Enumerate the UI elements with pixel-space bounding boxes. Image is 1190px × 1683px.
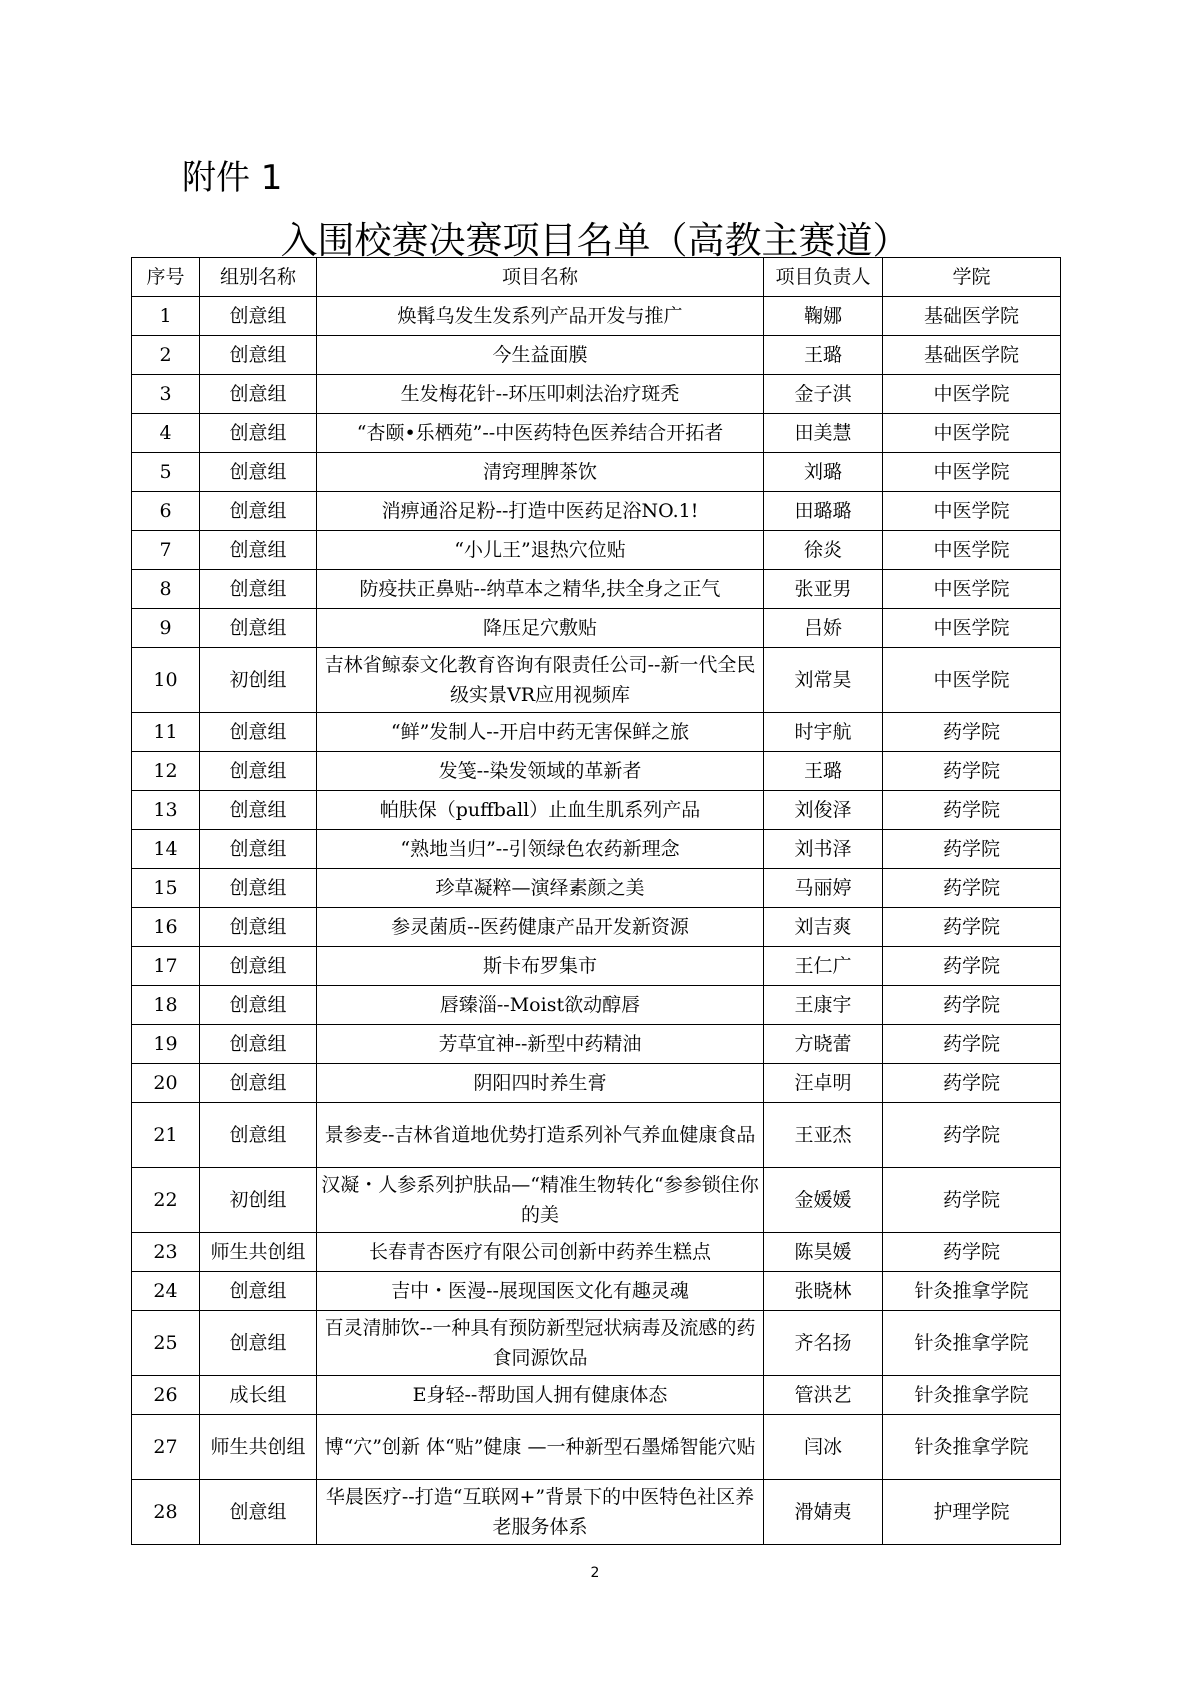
cell-index: 4 bbox=[132, 414, 200, 453]
cell-index: 18 bbox=[132, 986, 200, 1025]
cell-group: 创意组 bbox=[200, 713, 317, 752]
cell-college: 基础医学院 bbox=[883, 336, 1061, 375]
cell-group: 创意组 bbox=[200, 752, 317, 791]
table-row bbox=[132, 648, 1061, 713]
table-row bbox=[132, 1415, 1061, 1480]
cell-project-name: 发笺--染发领域的革新者 bbox=[317, 752, 764, 791]
cell-group: 创意组 bbox=[200, 570, 317, 609]
table-row bbox=[132, 908, 1061, 947]
table-row bbox=[132, 869, 1061, 908]
table-row bbox=[132, 375, 1061, 414]
cell-leader: 时宇航 bbox=[764, 713, 883, 752]
cell-index: 11 bbox=[132, 713, 200, 752]
cell-index: 21 bbox=[132, 1103, 200, 1168]
cell-group: 创意组 bbox=[200, 947, 317, 986]
cell-leader: 齐名扬 bbox=[764, 1311, 883, 1376]
cell-group: 创意组 bbox=[200, 453, 317, 492]
cell-group: 创意组 bbox=[200, 1311, 317, 1376]
cell-college: 药学院 bbox=[883, 713, 1061, 752]
cell-college: 药学院 bbox=[883, 1168, 1061, 1233]
cell-project-name: “鲜”发制人--开启中药无害保鲜之旅 bbox=[317, 713, 764, 752]
cell-group: 初创组 bbox=[200, 1168, 317, 1233]
table-row bbox=[132, 609, 1061, 648]
table-row bbox=[132, 492, 1061, 531]
cell-leader: 王亚杰 bbox=[764, 1103, 883, 1168]
cell-project-name: 珍草凝粹—演绎素颜之美 bbox=[317, 869, 764, 908]
cell-college: 针灸推拿学院 bbox=[883, 1311, 1061, 1376]
table-header-row bbox=[132, 258, 1061, 297]
cell-index: 8 bbox=[132, 570, 200, 609]
cell-college: 中医学院 bbox=[883, 570, 1061, 609]
cell-index: 23 bbox=[132, 1233, 200, 1272]
cell-project-name: 生发梅花针--环压叩刺法治疗斑秃 bbox=[317, 375, 764, 414]
cell-leader: 徐炎 bbox=[764, 531, 883, 570]
cell-leader: 刘常昊 bbox=[764, 648, 883, 713]
cell-project-name: 吉林省鲸泰文化教育咨询有限责任公司--新一代全民级实景VR应用视频库 bbox=[317, 648, 764, 713]
table-row bbox=[132, 1233, 1061, 1272]
cell-group: 创意组 bbox=[200, 1480, 317, 1545]
cell-college: 针灸推拿学院 bbox=[883, 1272, 1061, 1311]
cell-college: 护理学院 bbox=[883, 1480, 1061, 1545]
cell-project-name: 博“穴”创新 体“贴”健康 —一种新型石墨烯智能穴贴 bbox=[317, 1415, 764, 1480]
cell-leader: 王仁广 bbox=[764, 947, 883, 986]
attachment-label: 附件 1 bbox=[182, 158, 283, 198]
table-row bbox=[132, 1025, 1061, 1064]
cell-leader: 田美慧 bbox=[764, 414, 883, 453]
cell-group: 创意组 bbox=[200, 609, 317, 648]
cell-group: 创意组 bbox=[200, 908, 317, 947]
cell-college: 中医学院 bbox=[883, 414, 1061, 453]
cell-index: 3 bbox=[132, 375, 200, 414]
cell-leader: 张晓林 bbox=[764, 1272, 883, 1311]
cell-index: 15 bbox=[132, 869, 200, 908]
cell-leader: 汪卓明 bbox=[764, 1064, 883, 1103]
cell-leader: 金子淇 bbox=[764, 375, 883, 414]
cell-project-name: 今生益面膜 bbox=[317, 336, 764, 375]
page-title: 入围校赛决赛项目名单（高教主赛道） bbox=[280, 219, 910, 262]
cell-group: 创意组 bbox=[200, 1272, 317, 1311]
cell-index: 14 bbox=[132, 830, 200, 869]
cell-leader: 王璐 bbox=[764, 336, 883, 375]
cell-group: 创意组 bbox=[200, 414, 317, 453]
cell-college: 中医学院 bbox=[883, 609, 1061, 648]
cell-leader: 闫冰 bbox=[764, 1415, 883, 1480]
cell-project-name: 汉凝・人参系列护肤品—“精准生物转化“参参锁住你的美 bbox=[317, 1168, 764, 1233]
table-row bbox=[132, 414, 1061, 453]
cell-project-name: 华晨医疗--打造“互联网+”背景下的中医特色社区养老服务体系 bbox=[317, 1480, 764, 1545]
cell-group: 初创组 bbox=[200, 648, 317, 713]
cell-group: 创意组 bbox=[200, 297, 317, 336]
cell-project-name: 百灵清肺饮--一种具有预防新型冠状病毒及流感的药食同源饮品 bbox=[317, 1311, 764, 1376]
header-leader: 项目负责人 bbox=[764, 258, 883, 297]
cell-college: 药学院 bbox=[883, 830, 1061, 869]
cell-index: 9 bbox=[132, 609, 200, 648]
cell-index: 13 bbox=[132, 791, 200, 830]
cell-project-name: “熟地当归”--引领绿色农药新理念 bbox=[317, 830, 764, 869]
cell-leader: 王康宇 bbox=[764, 986, 883, 1025]
cell-project-name: 帕肤保（puffball）止血生肌系列产品 bbox=[317, 791, 764, 830]
cell-leader: 刘吉爽 bbox=[764, 908, 883, 947]
cell-project-name: 吉中・医漫--展现国医文化有趣灵魂 bbox=[317, 1272, 764, 1311]
cell-group: 创意组 bbox=[200, 986, 317, 1025]
cell-project-name: 参灵菌质--医药健康产品开发新资源 bbox=[317, 908, 764, 947]
cell-project-name: E身轻--帮助国人拥有健康体态 bbox=[317, 1376, 764, 1415]
cell-index: 24 bbox=[132, 1272, 200, 1311]
table-row bbox=[132, 297, 1061, 336]
cell-leader: 陈昊媛 bbox=[764, 1233, 883, 1272]
table-row bbox=[132, 752, 1061, 791]
cell-leader: 王璐 bbox=[764, 752, 883, 791]
table-row bbox=[132, 986, 1061, 1025]
cell-project-name: “小儿王”退热穴位贴 bbox=[317, 531, 764, 570]
cell-leader: 马丽婷 bbox=[764, 869, 883, 908]
cell-project-name: 降压足穴敷贴 bbox=[317, 609, 764, 648]
cell-college: 中医学院 bbox=[883, 453, 1061, 492]
page-number: 2 bbox=[590, 1565, 600, 1581]
table-row bbox=[132, 453, 1061, 492]
table-row bbox=[132, 791, 1061, 830]
cell-group: 师生共创组 bbox=[200, 1233, 317, 1272]
cell-leader: 张亚男 bbox=[764, 570, 883, 609]
cell-group: 创意组 bbox=[200, 869, 317, 908]
cell-leader: 滑婧夷 bbox=[764, 1480, 883, 1545]
cell-index: 27 bbox=[132, 1415, 200, 1480]
cell-group: 师生共创组 bbox=[200, 1415, 317, 1480]
cell-college: 中医学院 bbox=[883, 492, 1061, 531]
cell-college: 药学院 bbox=[883, 908, 1061, 947]
cell-group: 创意组 bbox=[200, 336, 317, 375]
cell-leader: 金媛媛 bbox=[764, 1168, 883, 1233]
cell-project-name: 阴阳四时养生膏 bbox=[317, 1064, 764, 1103]
project-table bbox=[131, 257, 1061, 1545]
cell-group: 创意组 bbox=[200, 791, 317, 830]
cell-index: 10 bbox=[132, 648, 200, 713]
cell-project-name: “杏颐•乐栖苑”--中医药特色医养结合开拓者 bbox=[317, 414, 764, 453]
cell-college: 基础医学院 bbox=[883, 297, 1061, 336]
cell-college: 药学院 bbox=[883, 1233, 1061, 1272]
table-body bbox=[132, 297, 1061, 1545]
header-project: 项目名称 bbox=[317, 258, 764, 297]
table-row bbox=[132, 713, 1061, 752]
header-index: 序号 bbox=[132, 258, 200, 297]
table-row bbox=[132, 1103, 1061, 1168]
table-row bbox=[132, 1311, 1061, 1376]
table-row bbox=[132, 947, 1061, 986]
cell-index: 17 bbox=[132, 947, 200, 986]
cell-index: 26 bbox=[132, 1376, 200, 1415]
cell-leader: 鞠娜 bbox=[764, 297, 883, 336]
cell-group: 创意组 bbox=[200, 375, 317, 414]
cell-project-name: 焕髯乌发生发系列产品开发与推广 bbox=[317, 297, 764, 336]
table-row bbox=[132, 531, 1061, 570]
cell-index: 25 bbox=[132, 1311, 200, 1376]
table-row bbox=[132, 1272, 1061, 1311]
cell-index: 20 bbox=[132, 1064, 200, 1103]
cell-index: 7 bbox=[132, 531, 200, 570]
header-group: 组别名称 bbox=[200, 258, 317, 297]
cell-college: 药学院 bbox=[883, 947, 1061, 986]
cell-project-name: 清窍理脾茶饮 bbox=[317, 453, 764, 492]
cell-project-name: 唇臻淄--Moist欲动醇唇 bbox=[317, 986, 764, 1025]
cell-college: 药学院 bbox=[883, 986, 1061, 1025]
cell-index: 5 bbox=[132, 453, 200, 492]
cell-college: 药学院 bbox=[883, 752, 1061, 791]
header-college: 学院 bbox=[883, 258, 1061, 297]
cell-college: 药学院 bbox=[883, 869, 1061, 908]
cell-college: 药学院 bbox=[883, 1025, 1061, 1064]
table-row bbox=[132, 336, 1061, 375]
cell-index: 28 bbox=[132, 1480, 200, 1545]
cell-index: 12 bbox=[132, 752, 200, 791]
cell-project-name: 长春青杏医疗有限公司创新中药养生糕点 bbox=[317, 1233, 764, 1272]
table-row bbox=[132, 1168, 1061, 1233]
cell-college: 中医学院 bbox=[883, 531, 1061, 570]
cell-group: 创意组 bbox=[200, 531, 317, 570]
cell-project-name: 景参麦--吉林省道地优势打造系列补气养血健康食品 bbox=[317, 1103, 764, 1168]
cell-group: 创意组 bbox=[200, 830, 317, 869]
cell-group: 创意组 bbox=[200, 492, 317, 531]
cell-leader: 刘书泽 bbox=[764, 830, 883, 869]
cell-index: 2 bbox=[132, 336, 200, 375]
cell-index: 22 bbox=[132, 1168, 200, 1233]
cell-project-name: 防疫扶正鼻贴--纳草本之精华,扶全身之正气 bbox=[317, 570, 764, 609]
cell-project-name: 斯卡布罗集市 bbox=[317, 947, 764, 986]
cell-index: 1 bbox=[132, 297, 200, 336]
cell-group: 创意组 bbox=[200, 1064, 317, 1103]
cell-college: 中医学院 bbox=[883, 648, 1061, 713]
cell-project-name: 消痹通浴足粉--打造中医药足浴NO.1! bbox=[317, 492, 764, 531]
table-row bbox=[132, 1480, 1061, 1545]
cell-college: 针灸推拿学院 bbox=[883, 1415, 1061, 1480]
table-row bbox=[132, 1376, 1061, 1415]
cell-college: 药学院 bbox=[883, 1103, 1061, 1168]
cell-college: 药学院 bbox=[883, 791, 1061, 830]
cell-index: 19 bbox=[132, 1025, 200, 1064]
cell-college: 药学院 bbox=[883, 1064, 1061, 1103]
cell-project-name: 芳草宜神--新型中药精油 bbox=[317, 1025, 764, 1064]
cell-group: 创意组 bbox=[200, 1103, 317, 1168]
cell-college: 针灸推拿学院 bbox=[883, 1376, 1061, 1415]
cell-leader: 田璐璐 bbox=[764, 492, 883, 531]
table-row bbox=[132, 570, 1061, 609]
cell-college: 中医学院 bbox=[883, 375, 1061, 414]
cell-leader: 管洪艺 bbox=[764, 1376, 883, 1415]
cell-index: 16 bbox=[132, 908, 200, 947]
table-row bbox=[132, 830, 1061, 869]
cell-leader: 刘俊泽 bbox=[764, 791, 883, 830]
cell-group: 创意组 bbox=[200, 1025, 317, 1064]
cell-leader: 吕娇 bbox=[764, 609, 883, 648]
cell-group: 成长组 bbox=[200, 1376, 317, 1415]
table-row bbox=[132, 1064, 1061, 1103]
cell-leader: 刘璐 bbox=[764, 453, 883, 492]
cell-leader: 方晓蕾 bbox=[764, 1025, 883, 1064]
cell-index: 6 bbox=[132, 492, 200, 531]
